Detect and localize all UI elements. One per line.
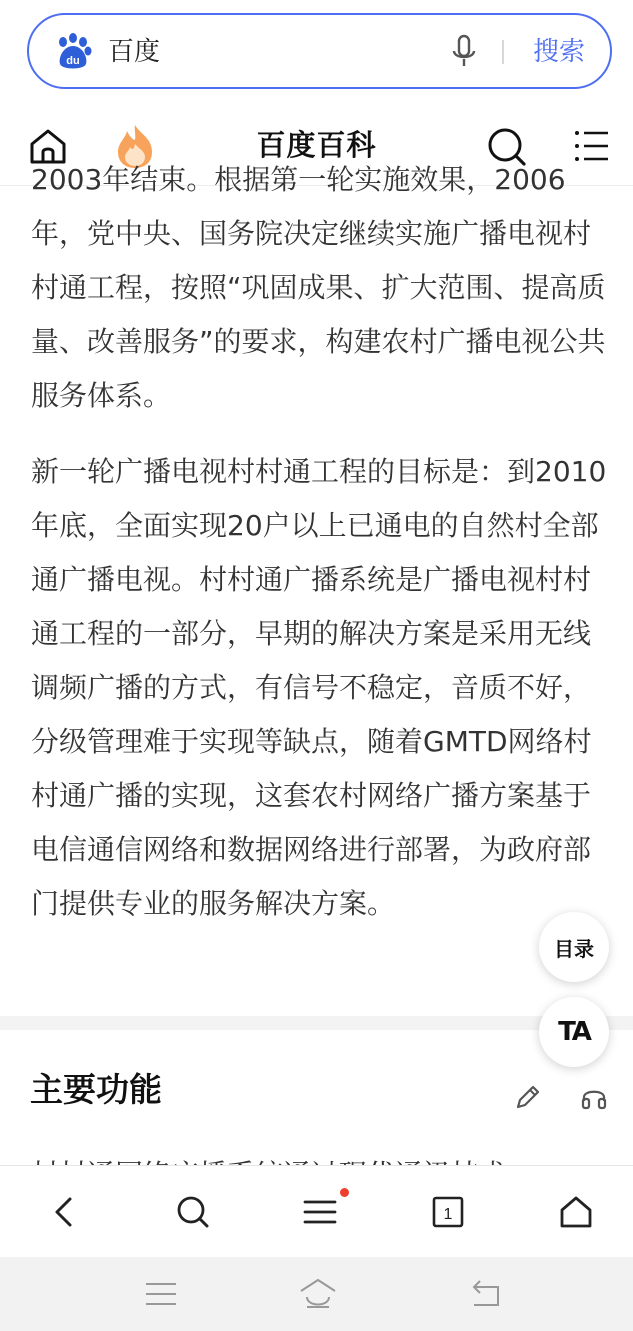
notification-dot: [340, 1188, 349, 1197]
article-body: [0, 163, 633, 1016]
search-button[interactable]: 搜索: [533, 37, 586, 67]
pencil-icon[interactable]: [514, 1083, 542, 1111]
article-paragraph: 新一轮广播电视村村通工程的目标是：到2010年底，全面实现20户以上已通电的自然村全部通广播电视。村村通广播系统是广播电视村村通工程的一部分，早期的解决方案是采用无线调频广播的方式，有信号不稳定，音质不好，分级管理难于实现等缺点，随着GMTD网络村村通广播的实现，这套农村网络广播方案基于电信通信网络和数据网络进行部署，为政府部门提供专业的服务解决方案。: [31, 455, 607, 920]
search-bar-area: [0, 0, 633, 106]
microphone-icon[interactable]: [451, 33, 477, 71]
search-bar[interactable]: [27, 13, 612, 89]
back-icon[interactable]: [46, 1194, 82, 1230]
section-main-functions: [0, 1030, 633, 1165]
article-paragraph: 2003年结束。根据第一轮实施效果，2006年，党中央、国务院决定继续实施广播电视村村通工程，按照“巩固成果、扩大范围、提高质量、改善服务”的要求，构建农村广播电视公共服务体系。: [31, 163, 606, 412]
font-size-button[interactable]: TA: [539, 997, 609, 1067]
home-icon[interactable]: [298, 1277, 338, 1311]
section-title: 主要功能: [30, 1070, 162, 1109]
search-divider: [502, 40, 504, 64]
section-divider: [0, 1016, 633, 1030]
recent-apps-icon[interactable]: [141, 1277, 181, 1311]
system-navigation-bar: [0, 1257, 633, 1331]
headphones-icon[interactable]: [580, 1083, 608, 1111]
search-icon[interactable]: [175, 1194, 211, 1230]
search-input[interactable]: 百度: [108, 37, 161, 67]
toc-button[interactable]: 目录: [539, 912, 609, 982]
tab-count: 1: [443, 1206, 453, 1223]
baidu-paw-icon: [54, 33, 92, 71]
browser-toolbar: [0, 1165, 633, 1257]
svg-text:du: du: [66, 55, 80, 67]
tabs-icon[interactable]: [430, 1194, 466, 1230]
triangle-back-icon[interactable]: [468, 1277, 508, 1311]
home-icon[interactable]: [558, 1194, 594, 1230]
page-title: 百度百科: [256, 128, 377, 162]
menu-icon[interactable]: [302, 1194, 338, 1230]
